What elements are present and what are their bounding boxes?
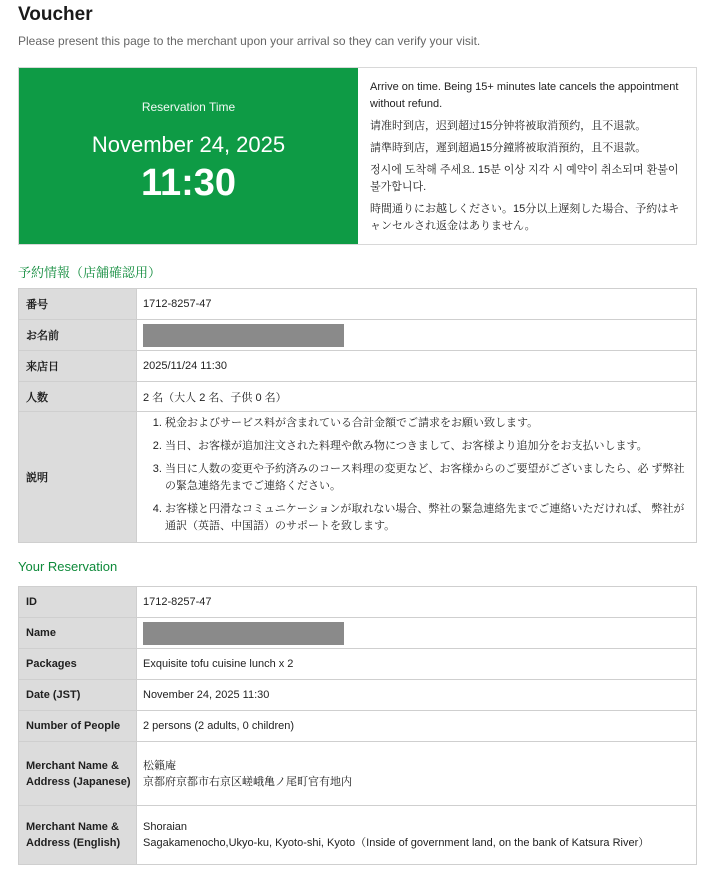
table-row xyxy=(19,806,697,865)
row-key: Number of People xyxy=(19,711,137,742)
notes-cell xyxy=(137,412,697,543)
redacted-name xyxy=(143,622,344,645)
table-row xyxy=(19,412,697,543)
row-key: Date (JST) xyxy=(19,680,137,711)
page-subtitle: Please present this page to the merchant upon your arrival so they can verify your visit. xyxy=(18,34,481,48)
reservation-time-panel xyxy=(19,68,358,244)
merchant-name-en: Shoraian xyxy=(143,821,188,833)
name-cell xyxy=(137,618,697,649)
merchant-address-jp: 京都府京都市右京区嵯峨亀ノ尾町官有地内 xyxy=(143,775,352,788)
row-key: 来店日 xyxy=(19,351,137,382)
reservation-date: November 24, 2025 xyxy=(91,132,286,157)
redacted-name xyxy=(143,324,344,347)
table-row xyxy=(19,587,697,618)
table-row xyxy=(19,649,697,680)
row-key: Merchant Name & Address (English) xyxy=(19,806,137,865)
merchant-en-cell xyxy=(137,806,697,865)
row-value: 1712-8257-47 xyxy=(137,587,697,618)
list-item: 1. 税金およびサービス料が含まれている合計金額でご請求をお願い致します。 xyxy=(165,415,690,432)
row-key: ID xyxy=(19,587,137,618)
row-key: Packages xyxy=(19,649,137,680)
row-value: Exquisite tofu cuisine lunch x 2 xyxy=(137,649,697,680)
name-cell xyxy=(137,320,697,351)
late-policy-notices xyxy=(358,68,696,244)
reservation-time-box xyxy=(18,67,697,245)
row-key: 人数 xyxy=(19,382,137,412)
table-row xyxy=(19,289,697,320)
row-value: 1712-8257-47 xyxy=(137,289,697,320)
table-row xyxy=(19,680,697,711)
jp-section-title: 予約情報（店舗確認用） xyxy=(18,265,162,280)
merchant-address-en: Sagakamenocho,Ukyo-ku, Kyoto-shi, Kyoto（Inside of government land, on the bank of Katsura River） xyxy=(143,837,650,849)
table-row xyxy=(19,382,697,412)
notice-zh-hans: 请准时到店，迟到超过15分钟将被取消预约，且不退款。 xyxy=(370,120,647,132)
notice-zh-hant: 請準時到店，遲到超過15分鐘將被取消預約，且不退款。 xyxy=(370,142,647,154)
merchant-name-jp: 松籟庵 xyxy=(143,759,176,772)
jp-reservation-table xyxy=(18,288,697,543)
table-row xyxy=(19,320,697,351)
merchant-jp-cell xyxy=(137,742,697,806)
table-row xyxy=(19,742,697,806)
row-key: Name xyxy=(19,618,137,649)
row-key: Merchant Name & Address (Japanese) xyxy=(19,742,137,806)
reservation-time: 11:30 xyxy=(140,162,237,204)
list-item: 4. お客様と円滑なコミュニケーションが取れない場合、弊社の緊急連絡先までご連絡いただければ、 弊社が通訳（英語、中国語）のサポートを致します。 xyxy=(165,501,690,535)
list-item: 3. 当日に人数の変更や予約済みのコース料理の変更など、お客様からのご要望がございましたら、必 ず弊社の緊急連絡先までご連絡ください。 xyxy=(165,461,690,495)
table-row xyxy=(19,711,697,742)
page-title: Voucher xyxy=(18,4,93,25)
row-value: November 24, 2025 11:30 xyxy=(137,680,697,711)
row-key: 番号 xyxy=(19,289,137,320)
list-item: 2. 当日、お客様が追加注文された料理や飲み物につきまして、お客様より追加分をお支払いします。 xyxy=(165,438,690,455)
row-value: 2025/11/24 11:30 xyxy=(137,351,697,382)
table-row xyxy=(19,618,697,649)
en-section-title: Your Reservation xyxy=(18,559,118,574)
reservation-time-label: Reservation Time xyxy=(141,100,236,114)
row-value: 2 persons (2 adults, 0 children) xyxy=(137,711,697,742)
notice-ko: 정시에 도착해 주세요. 15분 이상 지각 시 예약이 취소되며 환불이 불가합니다. xyxy=(370,164,679,193)
notes-list xyxy=(143,415,690,535)
notice-ja: 時間通りにお越しください。15分以上遅刻した場合、予約はキャンセルされ返金はありません。 xyxy=(370,203,680,232)
row-key: お名前 xyxy=(19,320,137,351)
notice-en: Arrive on time. Being 15+ minutes late cancels the appointment without refund. xyxy=(370,81,679,110)
table-row xyxy=(19,351,697,382)
row-value: 2 名（大人 2 名、子供 0 名） xyxy=(137,382,697,412)
en-reservation-table xyxy=(18,586,697,865)
row-key: 説明 xyxy=(19,412,137,543)
